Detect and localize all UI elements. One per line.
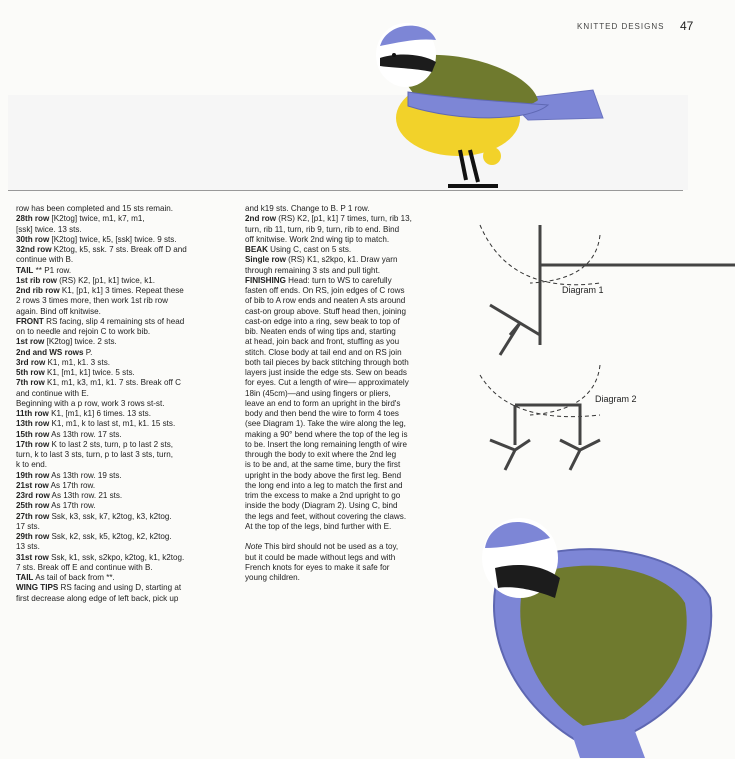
text-line <box>245 235 477 245</box>
note-line <box>245 542 477 552</box>
text-run: (RS) K1, s2kpo, k1. Draw yarn <box>285 255 398 265</box>
text-line <box>245 522 477 532</box>
text-line <box>16 491 238 501</box>
text-line <box>16 204 238 214</box>
text-line <box>245 481 477 491</box>
text-run: body and then bend the wire to form 4 toes <box>245 409 399 418</box>
text-line <box>245 348 477 358</box>
text-run: 17 sts. <box>16 521 40 531</box>
text-line <box>16 225 238 235</box>
text-run: again. Bind off knitwise. <box>16 306 101 316</box>
text-run: turn, k to last 3 sts, turn, p to last 3 sts, turn, <box>16 450 173 459</box>
text-line <box>245 327 477 337</box>
note-text: This bird should not be used as a toy, <box>262 542 399 552</box>
text-run: (RS) K2, [p1, k1] twice, k1. <box>56 275 155 285</box>
text-line <box>16 368 238 378</box>
text-run: 2 rows 3 times more, then work 1st rib row <box>16 296 169 306</box>
bold-run: FRONT <box>16 316 44 326</box>
text-run: K1, m1, k3, m1, k1. 7 sts. Break off C <box>44 378 181 388</box>
text-line <box>245 358 477 368</box>
text-run: K1, m1, k1. 3 sts. <box>45 357 111 367</box>
text-run: K to last 2 sts, turn, p to last 2 sts, <box>49 439 173 449</box>
text-run: As 17th row. <box>49 501 96 511</box>
text-column-2 <box>245 204 477 583</box>
text-line <box>245 276 477 286</box>
text-line <box>16 450 238 460</box>
text-run: K1, m1, k to last st, m1, k1. 15 sts. <box>49 419 176 429</box>
text-line <box>16 286 238 296</box>
text-run: (RS) K2, [p1, k1] 7 times, turn, rib 13, <box>276 214 412 224</box>
text-run: [K2tog] twice, m1, k7, m1, <box>49 214 145 224</box>
bold-run: WING TIPS <box>16 583 59 593</box>
text-run: 18in (45cm)—and using fingers or pliers, <box>245 388 391 398</box>
text-run: Ssk, k2, ssk, k5, k2tog, k2, k2tog. <box>49 532 172 541</box>
text-line <box>16 471 238 481</box>
text-line <box>245 368 477 378</box>
note-text: but it could be made without legs and with <box>245 552 396 562</box>
text-line <box>245 399 477 409</box>
text-run: both tail pieces by back stitching through both <box>245 357 409 367</box>
bold-run: 5th row <box>16 368 45 377</box>
text-run: At the top of the legs, bind further with E. <box>245 521 392 531</box>
bold-run: 17th row <box>16 439 50 449</box>
diagram-2-label: Diagram 2 <box>595 394 637 404</box>
text-run: As tail of back from **. <box>33 573 115 582</box>
text-run: P. <box>83 347 93 357</box>
text-line <box>16 245 238 255</box>
text-run: ** P1 row. <box>33 265 72 275</box>
bold-run: 13th row <box>16 419 50 429</box>
text-run: inside the body (Diagram 2). Using C, bind <box>245 501 398 511</box>
text-line <box>16 307 238 317</box>
text-line <box>245 409 477 419</box>
text-line <box>16 327 238 337</box>
text-run: continue with B. <box>16 255 74 265</box>
text-run: and continue with E. <box>16 388 89 398</box>
note-text: young children. <box>245 573 300 582</box>
text-line <box>16 348 238 358</box>
text-run: through remaining 3 sts and pull tight. <box>245 265 380 275</box>
text-run: fasten off ends. On RS, join edges of C rows <box>245 286 405 295</box>
bold-run: 31st row <box>16 552 49 562</box>
text-run: to be. Insert the long remaining length of wire <box>245 439 407 449</box>
text-line <box>245 296 477 306</box>
text-run: 13 sts. <box>16 542 40 552</box>
text-line <box>16 501 238 511</box>
text-run: turn, rib 11, turn, rib 9, turn, rib to end. Bind <box>245 224 400 234</box>
bold-run: 1st row <box>16 337 45 347</box>
text-line <box>245 460 477 470</box>
text-run: [ssk] twice. 13 sts. <box>16 224 82 234</box>
text-line <box>245 317 477 327</box>
text-run: As 17th row. <box>48 480 96 490</box>
text-line <box>16 430 238 440</box>
text-run: on to needle and rejoin C to work bib. <box>16 327 151 336</box>
text-line <box>245 337 477 347</box>
text-line <box>16 522 238 532</box>
bold-run: 1st rib row <box>16 275 57 285</box>
text-run: bib. Neaten ends of wing tips and, starting <box>245 327 396 336</box>
text-run: RS facing and using D, starting at <box>58 583 182 593</box>
bold-run: 25th row <box>16 501 50 511</box>
text-line <box>16 481 238 491</box>
bold-run: 2nd row <box>245 214 277 224</box>
page-number: 47 <box>680 19 694 33</box>
text-line <box>16 440 238 450</box>
text-run: RS facing, slip 4 remaining sts of head <box>43 316 185 326</box>
note-text: French knots for eyes to make it safe for <box>245 562 390 572</box>
text-line <box>245 204 477 214</box>
text-run: the legs and feet, without covering the claws. <box>245 511 407 521</box>
text-line <box>16 317 238 327</box>
text-line <box>16 419 238 429</box>
text-run: row has been completed and 15 sts remain. <box>16 204 174 213</box>
text-run: making a 90° bend where the top of the leg is <box>245 429 408 439</box>
text-run: K2tog, k5, ssk. 7 sts. Break off D and <box>51 245 187 254</box>
text-run: of bib to A row ends and neaten A sts around <box>245 296 406 306</box>
text-run: Using C, cast on 5 sts. <box>267 245 352 254</box>
text-run: Head: turn to WS to carefully <box>285 275 392 285</box>
text-run: K1, [m1, k1] twice. 5 sts. <box>44 368 135 377</box>
diagram-1-label: Diagram 1 <box>562 285 604 295</box>
text-run: off knitwise. Work 2nd wing tip to match. <box>245 234 390 244</box>
text-line <box>245 378 477 388</box>
text-line <box>16 532 238 542</box>
text-line <box>245 266 477 276</box>
text-run: layers just inside the edge sts. Sew on beads <box>245 368 407 377</box>
text-run: Ssk, k3, ssk, k7, k2tog, k3, k2tog. <box>49 511 172 521</box>
text-run: [K2tog] twice, k5, [ssk] twice. 9 sts. <box>49 234 177 244</box>
text-run: is to be and, at the same time, bury the first <box>245 460 401 470</box>
text-run: k to end. <box>16 460 48 470</box>
text-line <box>16 512 238 522</box>
text-line <box>16 460 238 470</box>
bold-run: 19th row <box>16 470 50 480</box>
text-line <box>16 276 238 286</box>
knitted-bird-top-view-photo <box>470 508 730 758</box>
text-line <box>245 389 477 399</box>
text-line <box>245 450 477 460</box>
text-line <box>16 389 238 399</box>
bold-run: 15th row <box>16 429 50 439</box>
text-column-1 <box>16 204 238 604</box>
text-run: Beginning with a p row, work 3 rows st-st. <box>16 398 165 408</box>
text-run: Ssk, k1, ssk, s2kpo, k2tog, k1, k2tog. <box>48 552 185 562</box>
bold-run: 32nd row <box>16 245 52 254</box>
text-run: stitch. Close body at tail end and on RS join <box>245 347 402 357</box>
text-line <box>16 255 238 265</box>
text-run: As 13th row. 21 sts. <box>49 491 123 500</box>
text-run: the long end into a leg to match the first and <box>245 480 403 490</box>
note-line <box>245 573 477 583</box>
text-line <box>16 399 238 409</box>
text-line <box>245 245 477 255</box>
note-label: Note <box>245 542 263 552</box>
text-run: [K2tog] twice. 2 sts. <box>44 337 117 347</box>
bold-run: 27th row <box>16 511 50 521</box>
bold-run: Single row <box>245 255 286 265</box>
text-run: leave an end to form an upright in the bird's <box>245 398 401 408</box>
bold-run: 29th row <box>16 532 50 541</box>
text-run: K1, [m1, k1] 6 times. 13 sts. <box>48 409 151 418</box>
text-line <box>16 542 238 552</box>
text-line <box>16 573 238 583</box>
text-line <box>16 296 238 306</box>
bold-run: TAIL <box>16 265 34 275</box>
text-run: K1, [p1, k1] 3 times. Repeat these <box>59 286 184 295</box>
text-run: cast-on edge into a ring, sew beak to top of <box>245 316 400 326</box>
text-run: trim the excess to make a 2nd upright to go <box>245 491 401 500</box>
text-line <box>16 266 238 276</box>
bold-run: 28th row <box>16 214 50 224</box>
text-line <box>245 501 477 511</box>
text-run: cast-on group above. Stuff head then, joining <box>245 306 406 316</box>
bold-run: 7th row <box>16 378 45 388</box>
note-line <box>245 553 477 563</box>
text-line <box>245 430 477 440</box>
knitted-bird-photo <box>8 10 688 190</box>
bold-run: 11th row <box>16 409 49 418</box>
running-header: KNITTED DESIGNS <box>577 22 665 31</box>
text-line <box>245 471 477 481</box>
text-line <box>16 553 238 563</box>
text-run: upright in the body above the first leg. Bend <box>245 470 402 480</box>
bold-run: 30th row <box>16 234 50 244</box>
text-run: As 13th row. 17 sts. <box>49 429 122 439</box>
bold-run: BEAK <box>245 245 268 254</box>
bold-run: FINISHING <box>245 275 286 285</box>
bold-run: 23rd row <box>16 491 50 500</box>
bold-run: 2nd rib row <box>16 286 60 295</box>
text-run: As 13th row. 19 sts. <box>49 470 122 480</box>
text-line <box>245 307 477 317</box>
text-run: 7 sts. Break off E and continue with B. <box>16 562 153 572</box>
bold-run: TAIL <box>16 573 34 582</box>
bold-run: 21st row <box>16 480 49 490</box>
text-run: (see Diagram 1). Take the wire along the leg, <box>245 419 406 429</box>
text-line <box>16 337 238 347</box>
text-line <box>16 409 238 419</box>
text-line <box>245 214 477 224</box>
bold-run: 2nd and WS rows <box>16 347 84 357</box>
text-line <box>245 286 477 296</box>
text-line <box>16 583 238 593</box>
text-run: first decrease along edge of left back, pick up <box>16 593 179 603</box>
bold-run: 3rd row <box>16 357 46 367</box>
text-line <box>16 563 238 573</box>
text-line <box>245 491 477 501</box>
text-line <box>245 419 477 429</box>
text-line <box>16 594 238 604</box>
text-line <box>16 214 238 224</box>
text-line <box>245 440 477 450</box>
text-line <box>245 225 477 235</box>
divider-line <box>8 190 683 191</box>
text-line <box>16 358 238 368</box>
text-line <box>16 235 238 245</box>
text-line <box>245 512 477 522</box>
text-run: through the body to exit where the 2nd leg <box>245 450 397 459</box>
wire-diagrams <box>470 205 735 505</box>
text-line <box>245 255 477 265</box>
text-run: for eyes. Cut a length of wire— approximately <box>245 378 409 388</box>
text-run: and k19 sts. Change to B. P 1 row. <box>245 204 370 213</box>
note-line <box>245 563 477 573</box>
text-line <box>16 378 238 388</box>
text-run: at head, join back and front, stuffing as you <box>245 337 400 347</box>
